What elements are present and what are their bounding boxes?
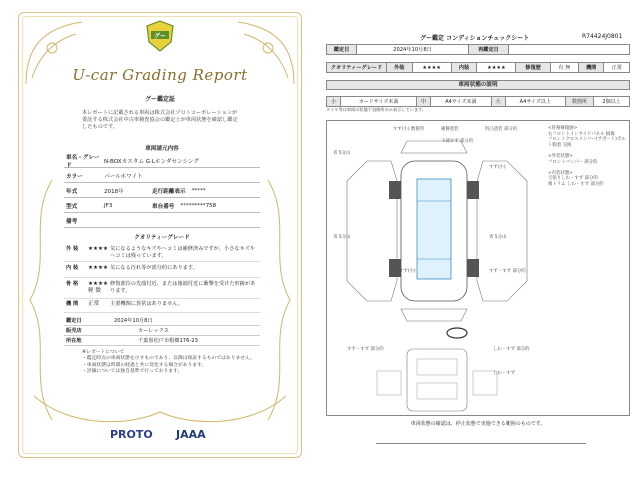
damage-callout: 青 5分山 xyxy=(489,235,507,240)
legend-cell: 中 xyxy=(417,97,431,107)
side-note-line: 天張りしわ・すず 部分的 xyxy=(548,176,598,182)
certificate-intro: 本レポートに記載される車両は株式会社プロトコーポレーションが委託する株式会社中古車検査協会の鑑定士が車両状態を確認し鑑定したものです。 xyxy=(82,110,238,130)
legend-cell: 2個以上 xyxy=(593,97,629,107)
vehicle-section-title: 車両請元内容 xyxy=(145,146,179,152)
vehicle-year-row xyxy=(64,185,260,198)
sheet-footer-note: 車両状態の確認は、停止状態で実施できる範囲のものです。 xyxy=(410,421,546,427)
vehicle-model-row xyxy=(64,200,260,213)
vehicle-mileage-label: 走行距離表示 xyxy=(152,189,186,195)
script-title: U-car Grading Report xyxy=(72,66,248,84)
info-shop-label: 販売店 xyxy=(66,328,82,334)
side-note-line: <内装状態> xyxy=(548,170,573,176)
info-shop-value: カーレックス xyxy=(138,328,169,334)
grade-stars: ★★★★ xyxy=(88,265,109,271)
grade-desc: 修復部位の先端付近、または後端付近に衝撃を受けた形跡があります。 xyxy=(110,281,256,294)
legend-note: タイヤ等は車両の状態不良箇所のみ表示しています。 xyxy=(326,107,427,112)
damage-callout: すず(小) xyxy=(489,165,506,170)
grade-row-interior xyxy=(64,265,260,278)
grade-desc: 主要機関に異常はありません。 xyxy=(110,301,183,307)
vehicle-color-value: パールホワイト xyxy=(104,174,143,180)
quality-grade-table xyxy=(326,62,630,73)
date-value: 2024年10月8日 xyxy=(357,45,469,55)
grade-stars: ★★★★ xyxy=(88,246,109,252)
info-date-value: 2024年10月8日 xyxy=(114,318,153,324)
damage-size-legend xyxy=(326,96,630,107)
damage-callout: すず・すず 部分的 xyxy=(489,269,526,274)
note-line: ・評価については独自基準で行っております。 xyxy=(82,369,183,375)
grade-stars: ★★★★ 軽 微 xyxy=(88,281,109,294)
notes-title: ※レポートについて xyxy=(82,350,125,355)
damage-callout: 凹凸塗装 部分的 xyxy=(485,127,518,132)
damage-callout: しわ・すず xyxy=(493,371,515,376)
qg-value: ★★★★ xyxy=(412,63,451,73)
note-line: ・鑑定時点の車両状態を示すものであり、以降は保証するものではありません。 xyxy=(82,356,255,362)
vehicle-name-label: 車名・グレード xyxy=(66,154,100,169)
document-number: R74424J0801 xyxy=(582,33,623,40)
vehicle-chassis-value: *********758 xyxy=(180,203,217,209)
side-note-line: 後トリム しわ・すず 部分的 xyxy=(548,181,604,187)
qg-label: クオリティーグレード xyxy=(327,63,387,73)
info-date-label: 鑑定日 xyxy=(66,318,82,324)
grade-row-engine xyxy=(64,301,260,313)
qg-value: 正常 xyxy=(604,63,630,73)
ornament-bottom xyxy=(30,392,290,432)
side-note-line: <外装状態> xyxy=(548,153,573,159)
logo-text: グー xyxy=(153,33,166,40)
side-note-line: 右フロントインサイドパネル 損傷 xyxy=(548,131,615,137)
vehicle-model-label: 型式 xyxy=(66,204,78,210)
vehicle-mileage-value: ***** xyxy=(191,188,206,194)
info-row-date xyxy=(64,317,260,326)
side-note-line: フロントクロスメンバー(サポート)ボルト脱着 交換 xyxy=(548,137,626,148)
report-notes xyxy=(82,350,262,376)
qg-head: 外装 xyxy=(387,63,413,73)
legend-cell: A4サイズ未満 xyxy=(431,97,491,107)
vehicle-year-value: 2018年 xyxy=(104,189,124,195)
damage-callout: すず(小) xyxy=(399,269,416,274)
signature-line xyxy=(376,430,586,444)
note-line: ・車両状態は時間の経過と共に変化する場合があります。 xyxy=(82,362,207,368)
vehicle-state-heading: 車両状態の説明 xyxy=(326,80,630,90)
qg-value: 有 無 xyxy=(550,63,578,73)
sheet-title: グー鑑定 コンディションチェックシート xyxy=(420,35,530,42)
grade-label: 外 装 xyxy=(66,246,79,252)
certificate-subtitle: グー鑑定証 xyxy=(144,96,175,103)
damage-callout: すず(小) 数箇所 xyxy=(393,127,425,132)
ornament-right-scroll xyxy=(262,180,298,420)
qg-head: 機関 xyxy=(578,63,604,73)
quality-section-title: クオリティーグレード xyxy=(134,235,190,241)
qg-head: 修復歴 xyxy=(516,63,550,73)
grade-desc: 気になる汚れ等が部分的にあります。 xyxy=(110,265,198,271)
vehicle-color-label: カラー xyxy=(66,174,83,180)
legend-cell: 大 xyxy=(491,97,505,107)
qg-value: ★★★★ xyxy=(477,63,516,73)
damage-callout: 青 5分山 xyxy=(333,151,351,156)
info-row-shop xyxy=(64,327,260,336)
jaaa-logo: JAAA xyxy=(176,428,206,441)
grade-label: 機 関 xyxy=(66,301,79,307)
legend-cell: 数箇所 xyxy=(565,97,593,107)
grade-label: 内 装 xyxy=(66,265,79,271)
legend-cell: A4サイズ以上 xyxy=(505,97,565,107)
damage-callout: すず・すず 部分的 xyxy=(347,347,384,352)
grade-sub: 軽 微 xyxy=(88,287,101,294)
grade-stars: 正常 xyxy=(88,301,100,307)
grade-row-exterior xyxy=(64,246,260,262)
vehicle-notes-label: 備考 xyxy=(66,219,78,225)
ornament-left-scroll xyxy=(22,180,58,420)
vehicle-color-row xyxy=(64,170,260,183)
vehicle-name-value: N-BOXカスタム G·Lホンダセンシング xyxy=(104,158,200,165)
qg-head: 内装 xyxy=(451,63,477,73)
damage-callout: しわ・すず 部分的 xyxy=(493,347,530,352)
damage-callout: 補修塗装 xyxy=(441,127,459,132)
date-label: 鑑定日 xyxy=(327,45,357,55)
vehicle-notes-row xyxy=(64,215,260,228)
vehicle-model-value: JF3 xyxy=(104,203,113,209)
damage-callout: 下部すず 部分的 xyxy=(441,139,474,144)
proto-logo: PROTO xyxy=(110,428,153,441)
reexam-value xyxy=(509,45,630,55)
vehicle-year-label: 年式 xyxy=(66,189,78,195)
info-address-value: 千葉県松戸市根郷176-23 xyxy=(138,338,198,344)
vehicle-chassis-label: 車台番号 xyxy=(152,204,175,210)
info-row-address xyxy=(64,337,260,346)
reexam-label: 再鑑定日 xyxy=(469,45,509,55)
legend-cell: 小 xyxy=(327,97,341,107)
vehicle-name-row xyxy=(64,154,260,168)
date-table xyxy=(326,44,630,55)
condition-check-sheet xyxy=(320,0,640,480)
side-note-line: フロントバンパー 部分的 xyxy=(548,159,598,165)
info-address-label: 所在地 xyxy=(66,338,82,344)
grade-desc: 気になるようなキズやヘコミは補修済みですが、小さなキズやヘコミは残っています。 xyxy=(110,246,256,259)
side-note-line: <骨格修復歴> xyxy=(548,126,578,131)
grade-row-skeleton xyxy=(64,281,260,299)
inspection-side-notes xyxy=(548,126,626,188)
damage-callout: 青 5分山 xyxy=(333,235,351,240)
grade-label: 骨 格 xyxy=(66,281,79,287)
legend-cell: カードサイズ未満 xyxy=(341,97,417,107)
